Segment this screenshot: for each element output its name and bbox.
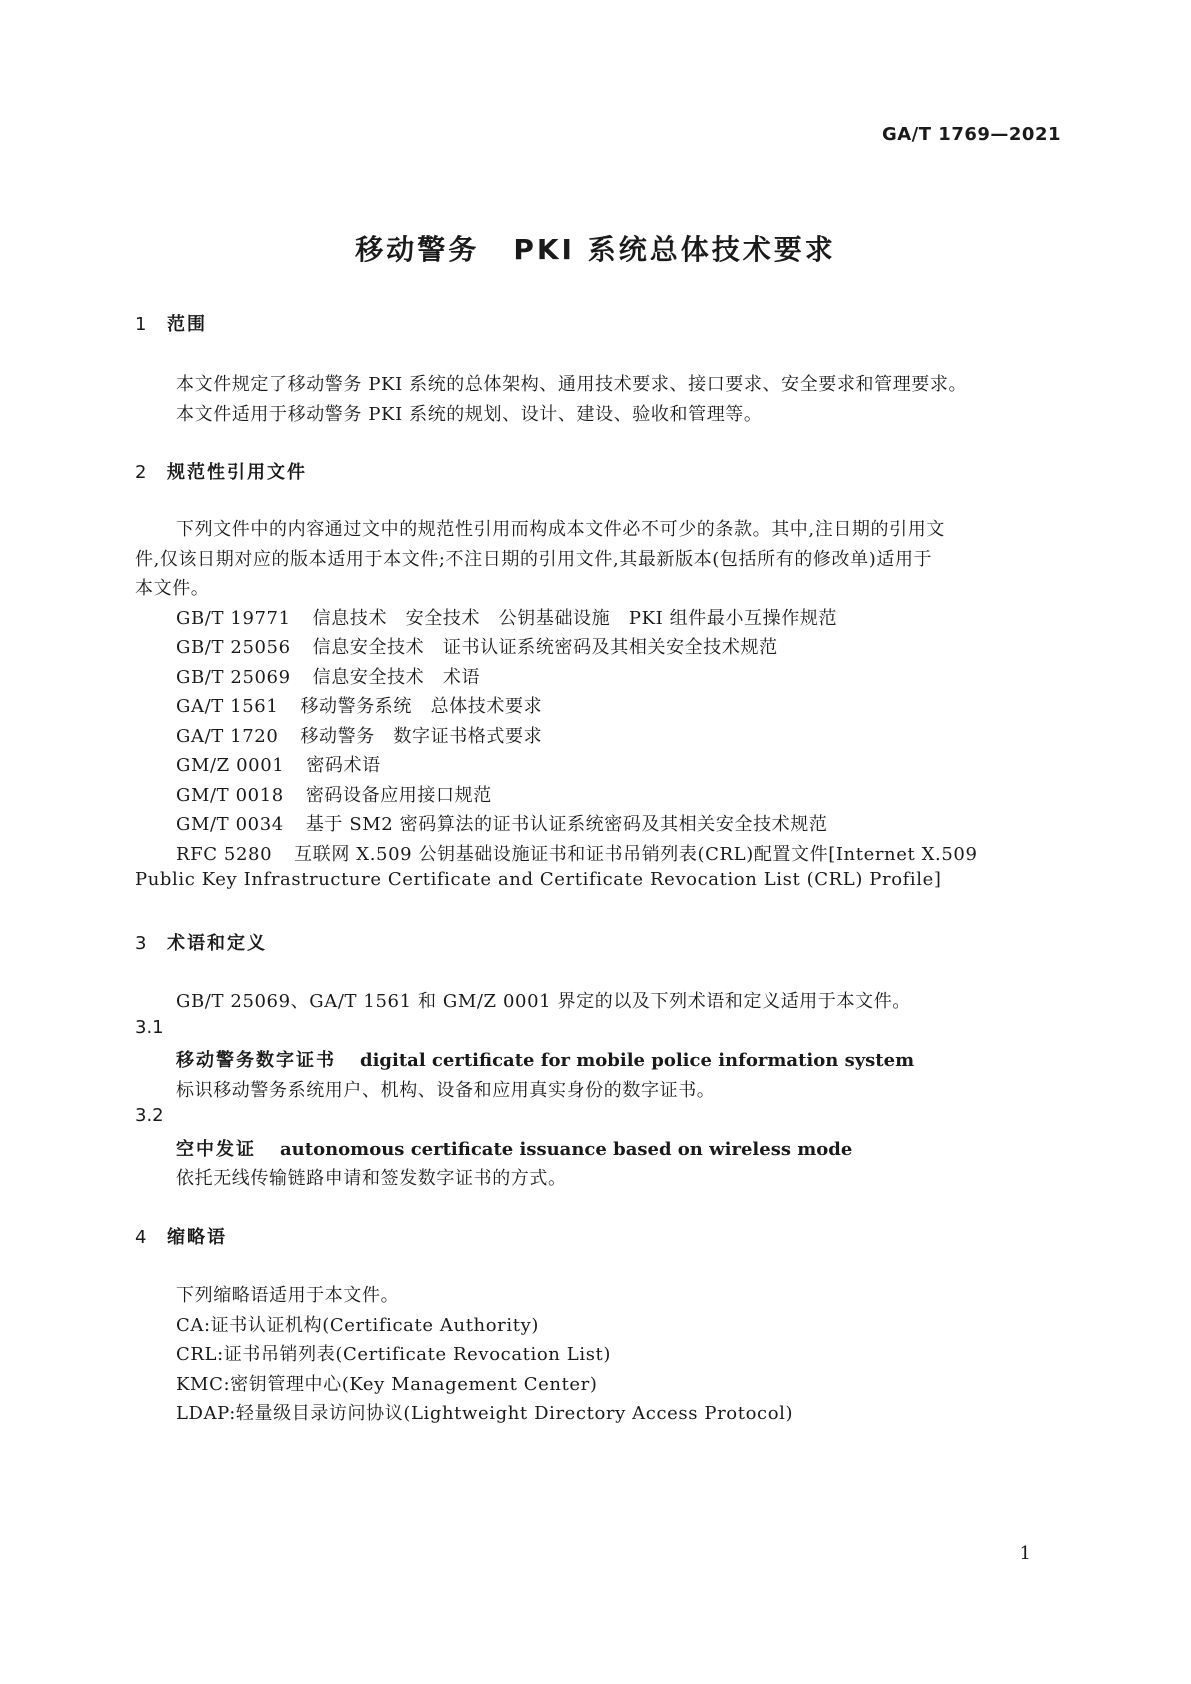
- section-number: 3: [135, 933, 147, 954]
- section-2-heading: [135, 458, 307, 484]
- reference-title: 密码术语: [306, 755, 381, 776]
- paragraph: GB/T 25069、GA/T 1561 和 GM/Z 0001 界定的以及下列术语和定义适用于本文件。: [176, 991, 911, 1012]
- section-title: 范围: [167, 314, 207, 335]
- section-number: 2: [135, 462, 147, 483]
- paragraph: 本文件规定了移动警务 PKI 系统的总体架构、通用技术要求、接口要求、安全要求和管理要求。: [176, 374, 968, 395]
- reference-item: [176, 840, 978, 866]
- term-zh: 空中发证: [176, 1139, 256, 1160]
- reference-code: RFC 5280: [176, 844, 273, 865]
- reference-code: GB/T 19771: [176, 608, 291, 629]
- term-definition: 依托无线传输链路申请和签发数字证书的方式。: [176, 1168, 567, 1189]
- reference-item: [176, 751, 381, 777]
- reference-title: 互联网 X.509 公钥基础设施证书和证书吊销列表(CRL)配置文件[Internet X.509: [294, 844, 978, 865]
- reference-title: 信息技术 安全技术 公钥基础设施 PKI 组件最小互操作规范: [312, 608, 838, 629]
- term-heading: [176, 1046, 914, 1072]
- reference-item: [176, 604, 837, 630]
- term-zh: 移动警务数字证书: [176, 1050, 336, 1071]
- paragraph-line: 本文件。: [135, 578, 210, 599]
- term-definition: 标识移动警务系统用户、机构、设备和应用真实身份的数字证书。: [176, 1080, 716, 1101]
- reference-title: 密码设备应用接口规范: [305, 785, 492, 806]
- section-title: 术语和定义: [167, 933, 267, 954]
- abbreviation-item: LDAP:轻量级目录访问协议(Lightweight Directory Access Protocol): [176, 1403, 794, 1424]
- title-part2: PKI 系统总体技术要求: [513, 233, 836, 266]
- abbreviation-item: KMC:密钥管理中心(Key Management Center): [176, 1374, 598, 1395]
- reference-code: GA/T 1561: [176, 696, 279, 717]
- abbreviation-item: CRL:证书吊销列表(Certificate Revocation List): [176, 1344, 611, 1365]
- section-3-heading: [135, 929, 267, 955]
- reference-title: 信息安全技术 证书认证系统密码及其相关安全技术规范: [312, 637, 778, 658]
- reference-item: [176, 781, 492, 807]
- document-title: [0, 228, 1191, 268]
- term-heading: [176, 1135, 852, 1161]
- section-number: 1: [135, 314, 147, 335]
- reference-item: [176, 722, 542, 748]
- term-en: autonomous certificate issuance based on wireless mode: [280, 1139, 853, 1160]
- reference-title: 基于 SM2 密码算法的证书认证系统密码及其相关安全技术规范: [305, 814, 828, 835]
- term-number: 3.2: [135, 1105, 164, 1126]
- paragraph: 下列缩略语适用于本文件。: [176, 1285, 400, 1306]
- section-title: 规范性引用文件: [167, 462, 307, 483]
- reference-title: 信息安全技术 术语: [312, 667, 481, 688]
- reference-continuation: Public Key Infrastructure Certificate and Certificate Revocation List (CRL) Profile]: [135, 869, 942, 890]
- reference-code: GA/T 1720: [176, 726, 279, 747]
- reference-title: 移动警务系统 总体技术要求: [300, 696, 543, 717]
- section-4-heading: [135, 1223, 227, 1249]
- reference-code: GM/T 0034: [176, 814, 284, 835]
- reference-item: [176, 692, 542, 718]
- section-1-heading: [135, 310, 207, 336]
- reference-code: GB/T 25069: [176, 667, 291, 688]
- reference-code: GM/Z 0001: [176, 755, 285, 776]
- standard-number: GA/T 1769—2021: [881, 124, 1061, 145]
- reference-item: [176, 663, 480, 689]
- abbreviation-item: CA:证书认证机构(Certificate Authority): [176, 1315, 539, 1336]
- reference-item: [176, 633, 778, 659]
- reference-code: GB/T 25056: [176, 637, 291, 658]
- paragraph-line: 件,仅该日期对应的版本适用于本文件;不注日期的引用文件,其最新版本(包括所有的修改单)适用于: [135, 549, 933, 570]
- page-number: 1: [1019, 1543, 1031, 1564]
- paragraph: 本文件适用于移动警务 PKI 系统的规划、设计、建设、验收和管理等。: [176, 404, 763, 425]
- reference-code: GM/T 0018: [176, 785, 284, 806]
- title-part1: 移动警务: [355, 233, 480, 266]
- reference-title: 移动警务 数字证书格式要求: [300, 726, 543, 747]
- term-en: digital certificate for mobile police information system: [360, 1050, 915, 1071]
- reference-item: [176, 810, 827, 836]
- paragraph-line: 下列文件中的内容通过文中的规范性引用而构成本文件必不可少的条款。其中,注日期的引用文: [176, 519, 945, 540]
- term-number: 3.1: [135, 1017, 164, 1038]
- section-title: 缩略语: [167, 1227, 227, 1248]
- section-number: 4: [135, 1227, 147, 1248]
